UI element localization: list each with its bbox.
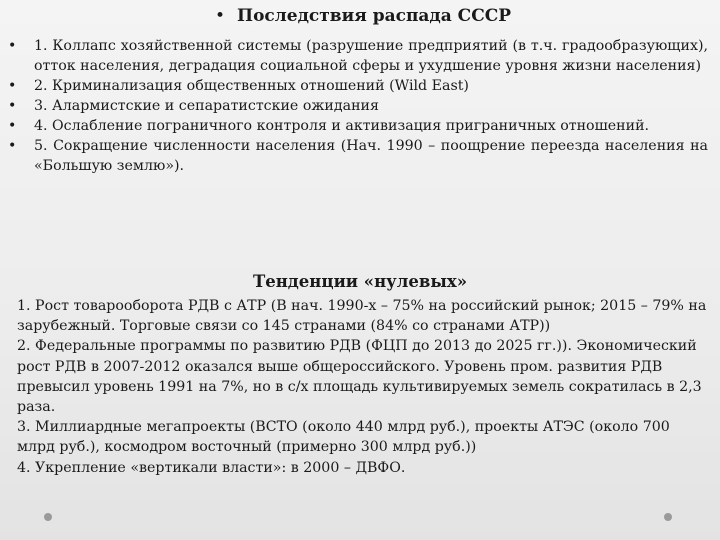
list-bullet: • [8, 98, 17, 114]
decorative-dot-right [664, 513, 672, 521]
list-bullet: • [8, 138, 17, 154]
list-item-text: 5. Сокращение численности населения (Нач. 1990 – поощрение переезда населения на «Большую землю»). [34, 138, 708, 174]
consequences-list [8, 36, 708, 176]
list-item-text: 4. Ослабление пограничного контроля и активизация приграничных отношений. [34, 118, 650, 134]
section1-title-text: Последствия распада СССР [237, 6, 512, 26]
list-item [8, 116, 708, 136]
list-item [8, 36, 708, 76]
section1-title [215, 6, 511, 26]
list-item [8, 96, 708, 116]
list-item [8, 76, 708, 96]
list-bullet: • [8, 118, 17, 134]
list-bullet: • [8, 78, 17, 94]
trend-paragraph: 3. Миллиардные мегапроекты (ВСТО (около 440 млрд руб.), проекты АТЭС (около 700 млрд руб.), космодром восточный (примерно 300 млрд руб.)) [17, 419, 670, 456]
trend-paragraph: 4. Укрепление «вертикали власти»: в 2000 – ДВФО. [17, 459, 406, 476]
list-item-text: 3. Алармистские и сепаратистские ожидания [34, 98, 379, 114]
list-item [8, 136, 708, 176]
trends-body [17, 296, 707, 478]
list-bullet: • [8, 38, 17, 54]
title-bullet: • [215, 6, 226, 26]
list-item-text: 2. Криминализация общественных отношений (Wild East) [34, 78, 469, 94]
decorative-dot-left [44, 513, 52, 521]
trend-paragraph: 2. Федеральные программы по развитию РДВ (ФЦП до 2013 до 2025 гг.)). Экономический рост РДВ в 2007-2012 оказался выше общероссийского. Уровень пром. развития РДВ превысил уровень 1991 на 7%, но в с/х площадь культивируемых земель сократилась в 2,3 раза. [17, 338, 702, 416]
list-item-text: 1. Коллапс хозяйственной системы (разрушение предприятий (в т.ч. градообразующих), отток населения, деградация социальной сферы и ухудшение уровня жизни населения) [34, 38, 708, 74]
section2-title: Тенденции «нулевых» [252, 272, 468, 291]
trend-paragraph: 1. Рост товарооборота РДВ с АТР (В нач. 1990-х – 75% на российский рынок; 2015 – 79% на зарубежный. Торговые связи со 145 странами (84% со странами АТР)) [17, 298, 707, 335]
